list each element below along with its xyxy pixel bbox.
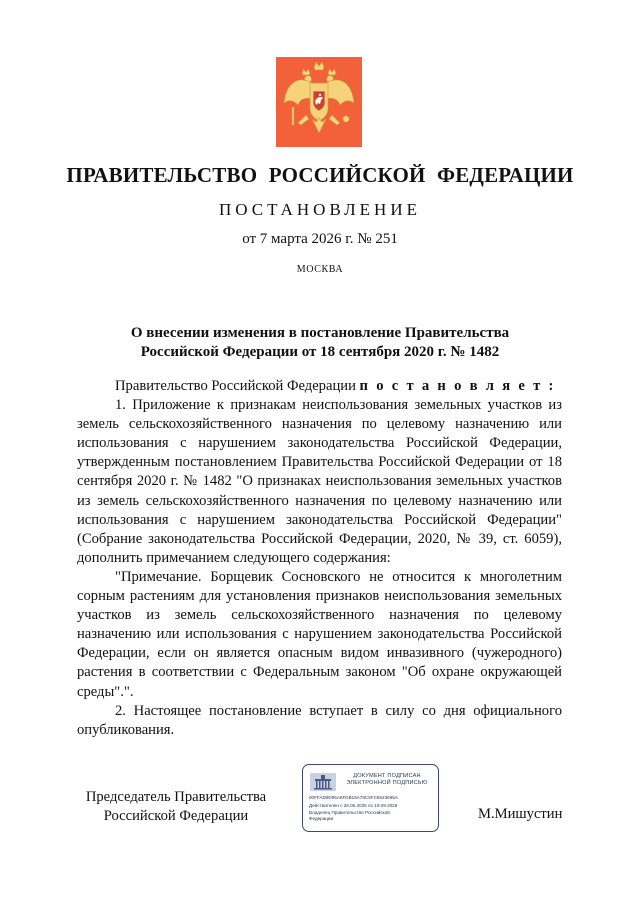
document-body — [77, 377, 562, 740]
document-subject — [0, 324, 640, 362]
stamp-title-line-2: ЭЛЕКТРОННОЙ ПОДПИСЬЮ — [346, 780, 428, 786]
clause-1: 1. Приложение к признакам неиспользования земельных участков из земель сельскохозяйственного назначения по целевому назначению или использования с нарушением законодательства Российской Федерации, утвержденным постановлением Правительства Российской Федерации от 18 сентября 2020 г. № 1482 "О признаках неиспользования земельных участков из земель сельскохозяйственного назначения по целевому назначению или использования с нарушением законодательства Российской Федерации" (Собрание законодательства Российской Федерации, 2020, № 39, ст. 6059), дополнить примечанием следующего содержания: — [77, 397, 562, 566]
signer-position-line-2: Российской Федерации — [103, 808, 249, 824]
resolves-word: п о с т а н о в л я е т : — [359, 378, 556, 394]
document-date-number: от 7 марта 2026 г. № 251 — [242, 231, 398, 247]
electronic-signature-stamp — [302, 764, 439, 832]
stamp-title-line-1: ДОКУМЕНТ ПОДПИСАН — [353, 773, 421, 779]
document-type: ПОСТАНОВЛЕНИЕ — [218, 200, 421, 219]
note-paragraph: "Примечание. Борщевик Сосновского не относится к многолетним сорным растениям для установления признаков неиспользования земельных участков из земель сельскохозяйственного назначения по целевому назначению или использования с нарушением законодательства Российской Федерации, если он является опасным видом инвазивного (чужеродного) растения в соответствии с Федеральным законом "Об охране окружающей среды".". — [77, 568, 562, 700]
stamp-owner-line-2: Федерации — [309, 816, 334, 821]
subject-line-1: О внесении изменения в постановление Правительства — [130, 325, 510, 341]
subject-line-2: Российской Федерации от 18 сентября 2020 г. № 1482 — [140, 344, 500, 360]
clause-2: 2. Настоящее постановление вступает в силу со дня официального опубликования. — [77, 702, 562, 738]
intro-text: Правительство Российской Федерации — [115, 378, 360, 394]
signer-position — [60, 788, 292, 826]
signer-position-line-1: Председатель Правительства — [85, 789, 267, 805]
government-building-icon — [309, 772, 337, 792]
coat-of-arms-icon — [276, 57, 362, 147]
stamp-validity: Действителен с 26.06.2025 по 19.09.2026 — [309, 803, 398, 808]
government-title: ПРАВИТЕЛЬСТВО РОССИЙСКОЙ ФЕДЕРАЦИИ — [66, 163, 574, 187]
stamp-title — [339, 773, 435, 787]
stamp-owner-line-1: Владелец Правительство Российской — [309, 810, 390, 815]
stamp-certificate: 00FFAD9D95A6FDB15A78C5FC8623665A — [309, 795, 398, 800]
intro-paragraph — [77, 377, 562, 396]
document-city: МОСКВА — [296, 264, 344, 275]
signer-name: М.Мишустин — [478, 806, 563, 822]
